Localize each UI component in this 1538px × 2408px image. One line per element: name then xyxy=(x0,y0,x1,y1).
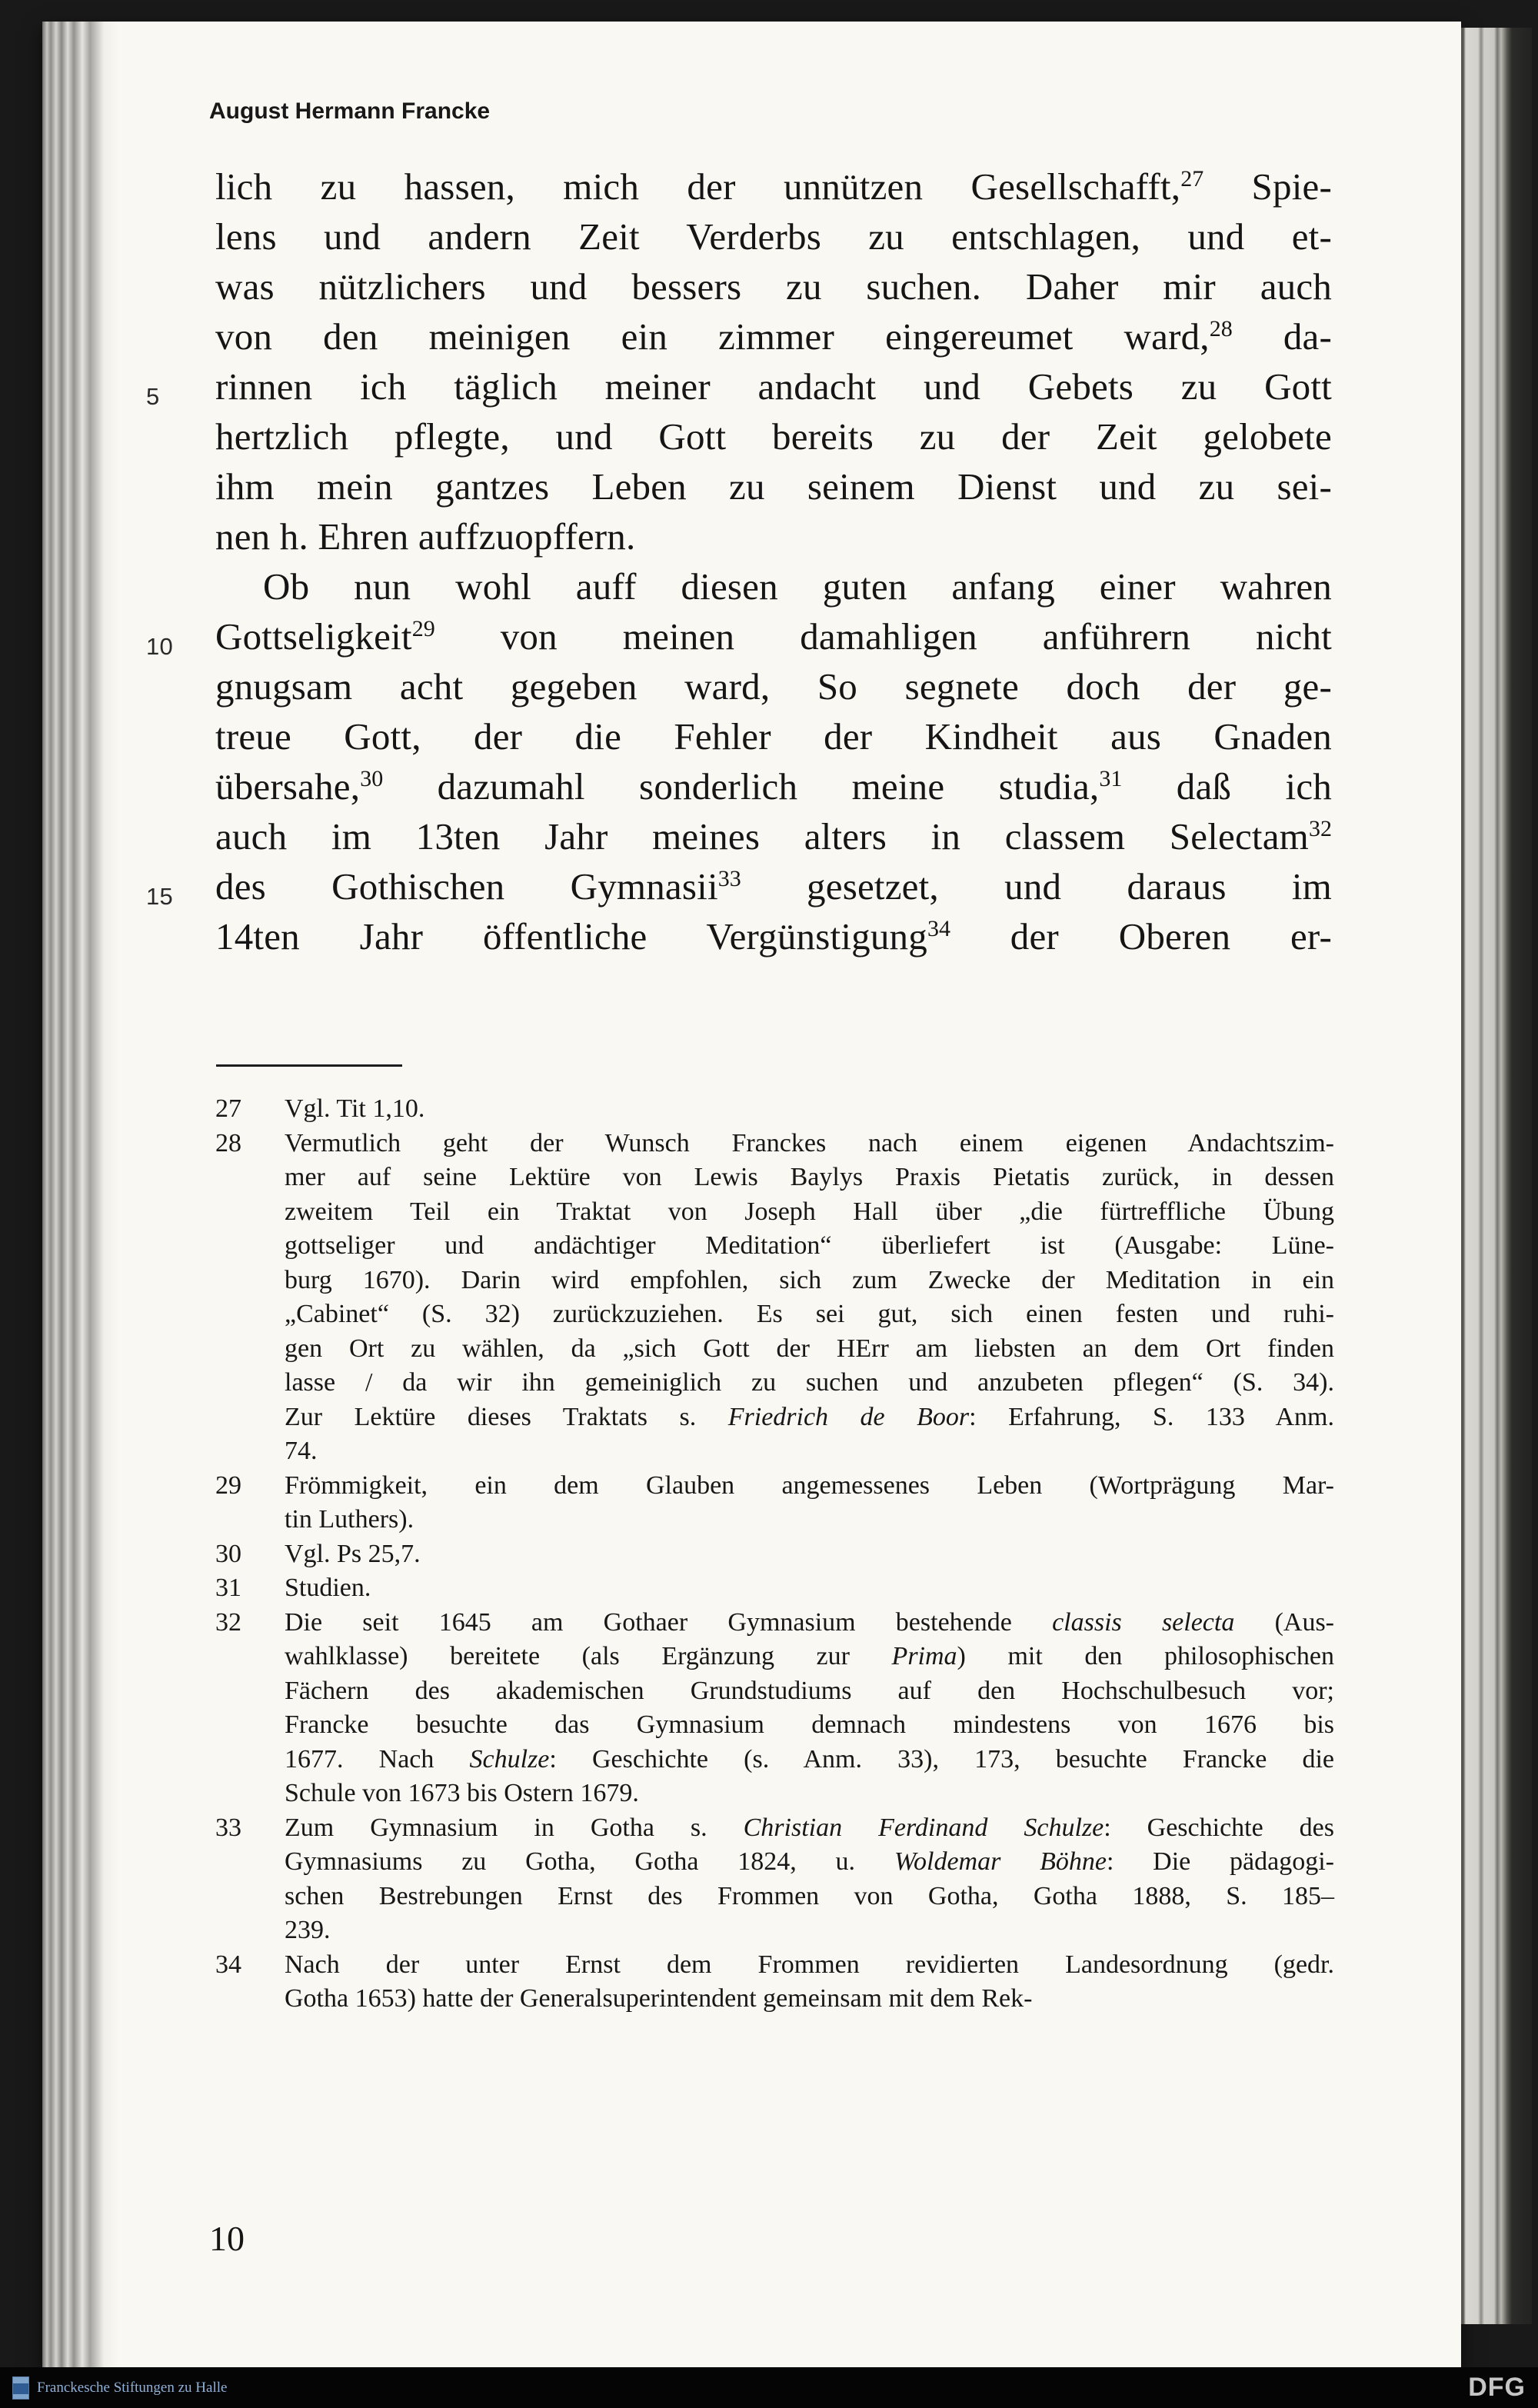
text-segment: Schulze xyxy=(469,1744,550,1774)
book-binding-gutter xyxy=(42,22,119,2367)
text-line xyxy=(215,261,1332,311)
page-number: 10 xyxy=(209,2219,245,2258)
footnote-reference-superscript: 33 xyxy=(717,866,741,891)
text-line xyxy=(146,861,1332,911)
footnote xyxy=(215,1571,1334,1606)
footnote-line xyxy=(285,1913,1334,1948)
footnote-line xyxy=(285,1092,1334,1127)
archive-credit-label: Franckesche Stiftungen zu Halle xyxy=(37,2379,228,2396)
text-segment: Friedrich de Boor xyxy=(727,1402,970,1431)
margin-line-number: 10 xyxy=(146,633,173,660)
text-segment: 14ten Jahr öffentliche Vergünstigung xyxy=(215,915,927,958)
footnote-number: 28 xyxy=(215,1128,241,1157)
text-segment: tin Luthers). xyxy=(285,1505,414,1534)
text-segment: Zum Gymnasium in Gotha s. xyxy=(285,1813,744,1842)
running-header: August Hermann Francke xyxy=(209,98,491,124)
footnote-line xyxy=(285,1743,1334,1777)
text-segment: lasse / da wir ihn gemeiniglich zu suchen und anzubeten pflegen“ (S. 34). xyxy=(285,1368,1334,1397)
footnote-number: 30 xyxy=(215,1539,241,1568)
text-segment: nen h. Ehren auffzuopffern. xyxy=(215,515,636,558)
footnote-text xyxy=(285,1811,1334,1948)
footnote-line xyxy=(285,1469,1334,1504)
footnote-number: 27 xyxy=(215,1094,241,1123)
text-segment: von den meinigen ein zimmer eingereumet ward, xyxy=(215,315,1210,358)
footnote-line xyxy=(285,1777,1334,1811)
text-segment: Fächern des akademischen Grundstudiums auf den Hochschulbesuch vor; xyxy=(285,1676,1334,1705)
footnote-text xyxy=(285,1092,1334,1127)
footnote xyxy=(215,1948,1334,2017)
dfg-logo: DFG xyxy=(1468,2373,1526,2402)
text-segment: Spie- xyxy=(1203,165,1332,208)
footnote xyxy=(215,1469,1334,1537)
book-page xyxy=(42,22,1461,2367)
text-segment: zweitem Teil ein Traktat von Joseph Hall über „die fürtreffliche Übung xyxy=(285,1197,1334,1226)
text-segment: : Erfahrung, S. 133 Anm. xyxy=(969,1402,1335,1431)
text-segment: Nach der unter Ernst dem Frommen revidierten Landesordnung (gedr. xyxy=(285,1950,1334,1979)
text-segment: übersahe, xyxy=(215,765,361,808)
footnote-line xyxy=(285,1948,1334,1983)
text-segment: classis selecta xyxy=(1052,1607,1235,1637)
footnote-reference-superscript: 27 xyxy=(1180,166,1204,192)
text-segment: Christian Ferdinand Schulze xyxy=(743,1813,1104,1842)
text-segment: treue Gott, der die Fehler der Kindheit aus Gnaden xyxy=(215,715,1332,758)
text-segment: Die seit 1645 am Gothaer Gymnasium bestehende xyxy=(285,1607,1053,1637)
text-line xyxy=(215,561,1332,611)
text-segment: Vgl. Tit 1,10. xyxy=(285,1094,425,1123)
text-segment: Francke besuchte das Gymnasium demnach mindestens von 1676 bis xyxy=(285,1710,1334,1739)
text-segment: der Oberen er- xyxy=(950,915,1332,958)
footnote xyxy=(215,1811,1334,1948)
text-segment: Vermutlich geht der Wunsch Franckes nach einem eigenen Andachtszim- xyxy=(285,1128,1334,1157)
footnote-line xyxy=(285,1161,1334,1195)
text-segment: dazumahl sonderlich meine studia, xyxy=(383,765,1100,808)
footnote-line xyxy=(285,1127,1334,1161)
text-line xyxy=(215,211,1332,261)
text-segment: hertzlich pflegte, und Gott bereits zu der Zeit gelobete xyxy=(215,415,1332,458)
footnote-number: 34 xyxy=(215,1950,241,1979)
text-line xyxy=(215,511,1332,561)
footnote-line xyxy=(285,1982,1334,2017)
footnote-text xyxy=(285,1606,1334,1811)
footnote-line xyxy=(285,1366,1334,1401)
footnote-text xyxy=(285,1948,1334,2017)
text-segment: rinnen ich täglich meiner andacht und Gebets zu Gott xyxy=(215,365,1332,408)
text-segment: ) mit den philosophischen xyxy=(957,1642,1334,1670)
footnote xyxy=(215,1537,1334,1572)
text-segment: was nützlichers und bessers zu suchen. Daher mir auch xyxy=(215,265,1332,308)
footnote-line xyxy=(285,1332,1334,1367)
footnote-text xyxy=(285,1537,1334,1572)
text-segment: wahlklasse) bereitete (als Ergänzung zur xyxy=(285,1642,892,1670)
text-segment: : Die pädagogi- xyxy=(1106,1847,1334,1876)
text-line xyxy=(215,711,1332,761)
franckesche-stiftungen-logo-icon xyxy=(12,2376,29,2400)
text-line xyxy=(146,611,1332,661)
footnote-line xyxy=(285,1708,1334,1743)
text-segment: gottseliger und andächtiger Meditation“ überliefert ist (Ausgabe: Lüne- xyxy=(285,1231,1334,1260)
footnote-line xyxy=(285,1434,1334,1469)
footnote-line xyxy=(285,1571,1334,1606)
archive-credit xyxy=(12,2376,227,2400)
footnote-number: 33 xyxy=(215,1813,241,1842)
text-segment: gesetzet, und daraus im xyxy=(741,865,1332,908)
viewer-footer xyxy=(0,2367,1538,2408)
footnote-line xyxy=(285,1880,1334,1914)
text-segment: Woldemar Böhne xyxy=(894,1847,1107,1876)
footnote-line xyxy=(285,1401,1334,1435)
text-segment: schen Bestrebungen Ernst des Frommen von Gotha, Gotha 1888, S. 185– xyxy=(285,1881,1334,1910)
text-segment: lens und andern Zeit Verderbs zu entschlagen, und et- xyxy=(215,215,1332,258)
text-line xyxy=(215,461,1332,511)
footnote-reference-superscript: 28 xyxy=(1209,316,1233,341)
footnote-number: 32 xyxy=(215,1607,241,1637)
footnote xyxy=(215,1606,1334,1811)
text-segment: Vgl. Ps 25,7. xyxy=(285,1539,421,1568)
text-segment: Schule von 1673 bis Ostern 1679. xyxy=(285,1779,639,1807)
text-segment: „Cabinet“ (S. 32) zurückzuziehen. Es sei gut, sich einen festen und ruhi- xyxy=(285,1300,1334,1328)
text-line xyxy=(215,411,1332,461)
text-segment: 74. xyxy=(285,1437,318,1465)
footnote-line xyxy=(285,1503,1334,1537)
margin-line-number: 15 xyxy=(146,883,173,910)
text-segment: : Geschichte (s. Anm. 33), 173, besuchte Francke die xyxy=(549,1744,1334,1774)
text-segment: 1677. Nach xyxy=(285,1744,470,1774)
text-line xyxy=(215,661,1332,711)
text-segment: gnugsam acht gegeben ward, So segnete doch der ge- xyxy=(215,665,1332,708)
footnote-reference-superscript: 34 xyxy=(927,916,950,941)
page-edges xyxy=(1461,28,1532,2324)
footnote xyxy=(215,1127,1334,1469)
footnote-text xyxy=(285,1571,1334,1606)
text-line xyxy=(146,361,1332,411)
text-segment: Prima xyxy=(891,1642,957,1670)
text-segment: mer auf seine Lektüre von Lewis Baylys Praxis Pietatis zurück, in dessen xyxy=(285,1163,1334,1191)
text-segment: da- xyxy=(1232,315,1332,358)
footnote-line xyxy=(285,1229,1334,1264)
text-segment: Ob nun wohl auff diesen guten anfang einer wahren xyxy=(263,565,1332,608)
footnote-line xyxy=(285,1845,1334,1880)
text-line xyxy=(215,311,1332,361)
text-segment: Gottseligkeit xyxy=(215,615,412,658)
text-line xyxy=(215,162,1332,211)
text-segment: burg 1670). Darin wird empfohlen, sich zum Zwecke der Meditation in ein xyxy=(285,1265,1334,1294)
footnote-reference-superscript: 30 xyxy=(360,766,384,791)
footnote-line xyxy=(285,1811,1334,1846)
text-segment: Studien. xyxy=(285,1574,371,1602)
footnotes xyxy=(215,1092,1334,2017)
footnote-line xyxy=(285,1264,1334,1298)
text-segment: ihm mein gantzes Leben zu seinem Dienst und zu sei- xyxy=(215,465,1332,508)
footnote-number: 29 xyxy=(215,1470,241,1500)
text-segment: auch im 13ten Jahr meines alters in classem Selectam xyxy=(215,815,1309,858)
footnote-line xyxy=(285,1674,1334,1709)
text-segment: lich zu hassen, mich der unnützen Gesellschafft, xyxy=(215,165,1181,208)
text-segment: Frömmigkeit, ein dem Glauben angemessenes Leben (Wortprägung Mar- xyxy=(285,1470,1334,1500)
footnote-line xyxy=(285,1537,1334,1572)
margin-line-number: 5 xyxy=(146,383,160,410)
text-segment: gen Ort zu wählen, da „sich Gott der HErr am liebsten an dem Ort finden xyxy=(285,1334,1334,1363)
text-line xyxy=(215,811,1332,861)
footnote-line xyxy=(285,1606,1334,1640)
text-line xyxy=(215,761,1332,811)
text-segment: : Geschichte des xyxy=(1104,1813,1334,1842)
text-segment: (Aus- xyxy=(1234,1607,1334,1637)
footnote-reference-superscript: 32 xyxy=(1309,816,1332,841)
footnote-text xyxy=(285,1127,1334,1469)
text-segment: daß ich xyxy=(1122,765,1332,808)
main-text xyxy=(146,162,1332,961)
text-segment: des Gothischen Gymnasii xyxy=(215,865,718,908)
footnote-reference-superscript: 29 xyxy=(411,616,435,641)
footnote-line xyxy=(285,1297,1334,1332)
text-segment: Gotha 1653) hatte der Generalsuperintendent gemeinsam mit dem Rek- xyxy=(285,1984,1033,2013)
text-segment: Zur Lektüre dieses Traktats s. xyxy=(285,1402,728,1431)
footnote-line xyxy=(285,1640,1334,1674)
footnote-text xyxy=(285,1469,1334,1537)
text-segment: 239. xyxy=(285,1916,331,1944)
footnote xyxy=(215,1092,1334,1127)
footnote-line xyxy=(285,1195,1334,1230)
footnote-reference-superscript: 31 xyxy=(1099,766,1123,791)
footnote-number: 31 xyxy=(215,1574,241,1602)
text-segment: von meinen damahligen anführern nicht xyxy=(434,615,1332,658)
text-line xyxy=(215,911,1332,961)
text-segment: Gymnasiums zu Gotha, Gotha 1824, u. xyxy=(285,1847,894,1876)
footnote-separator-rule xyxy=(216,1064,402,1067)
